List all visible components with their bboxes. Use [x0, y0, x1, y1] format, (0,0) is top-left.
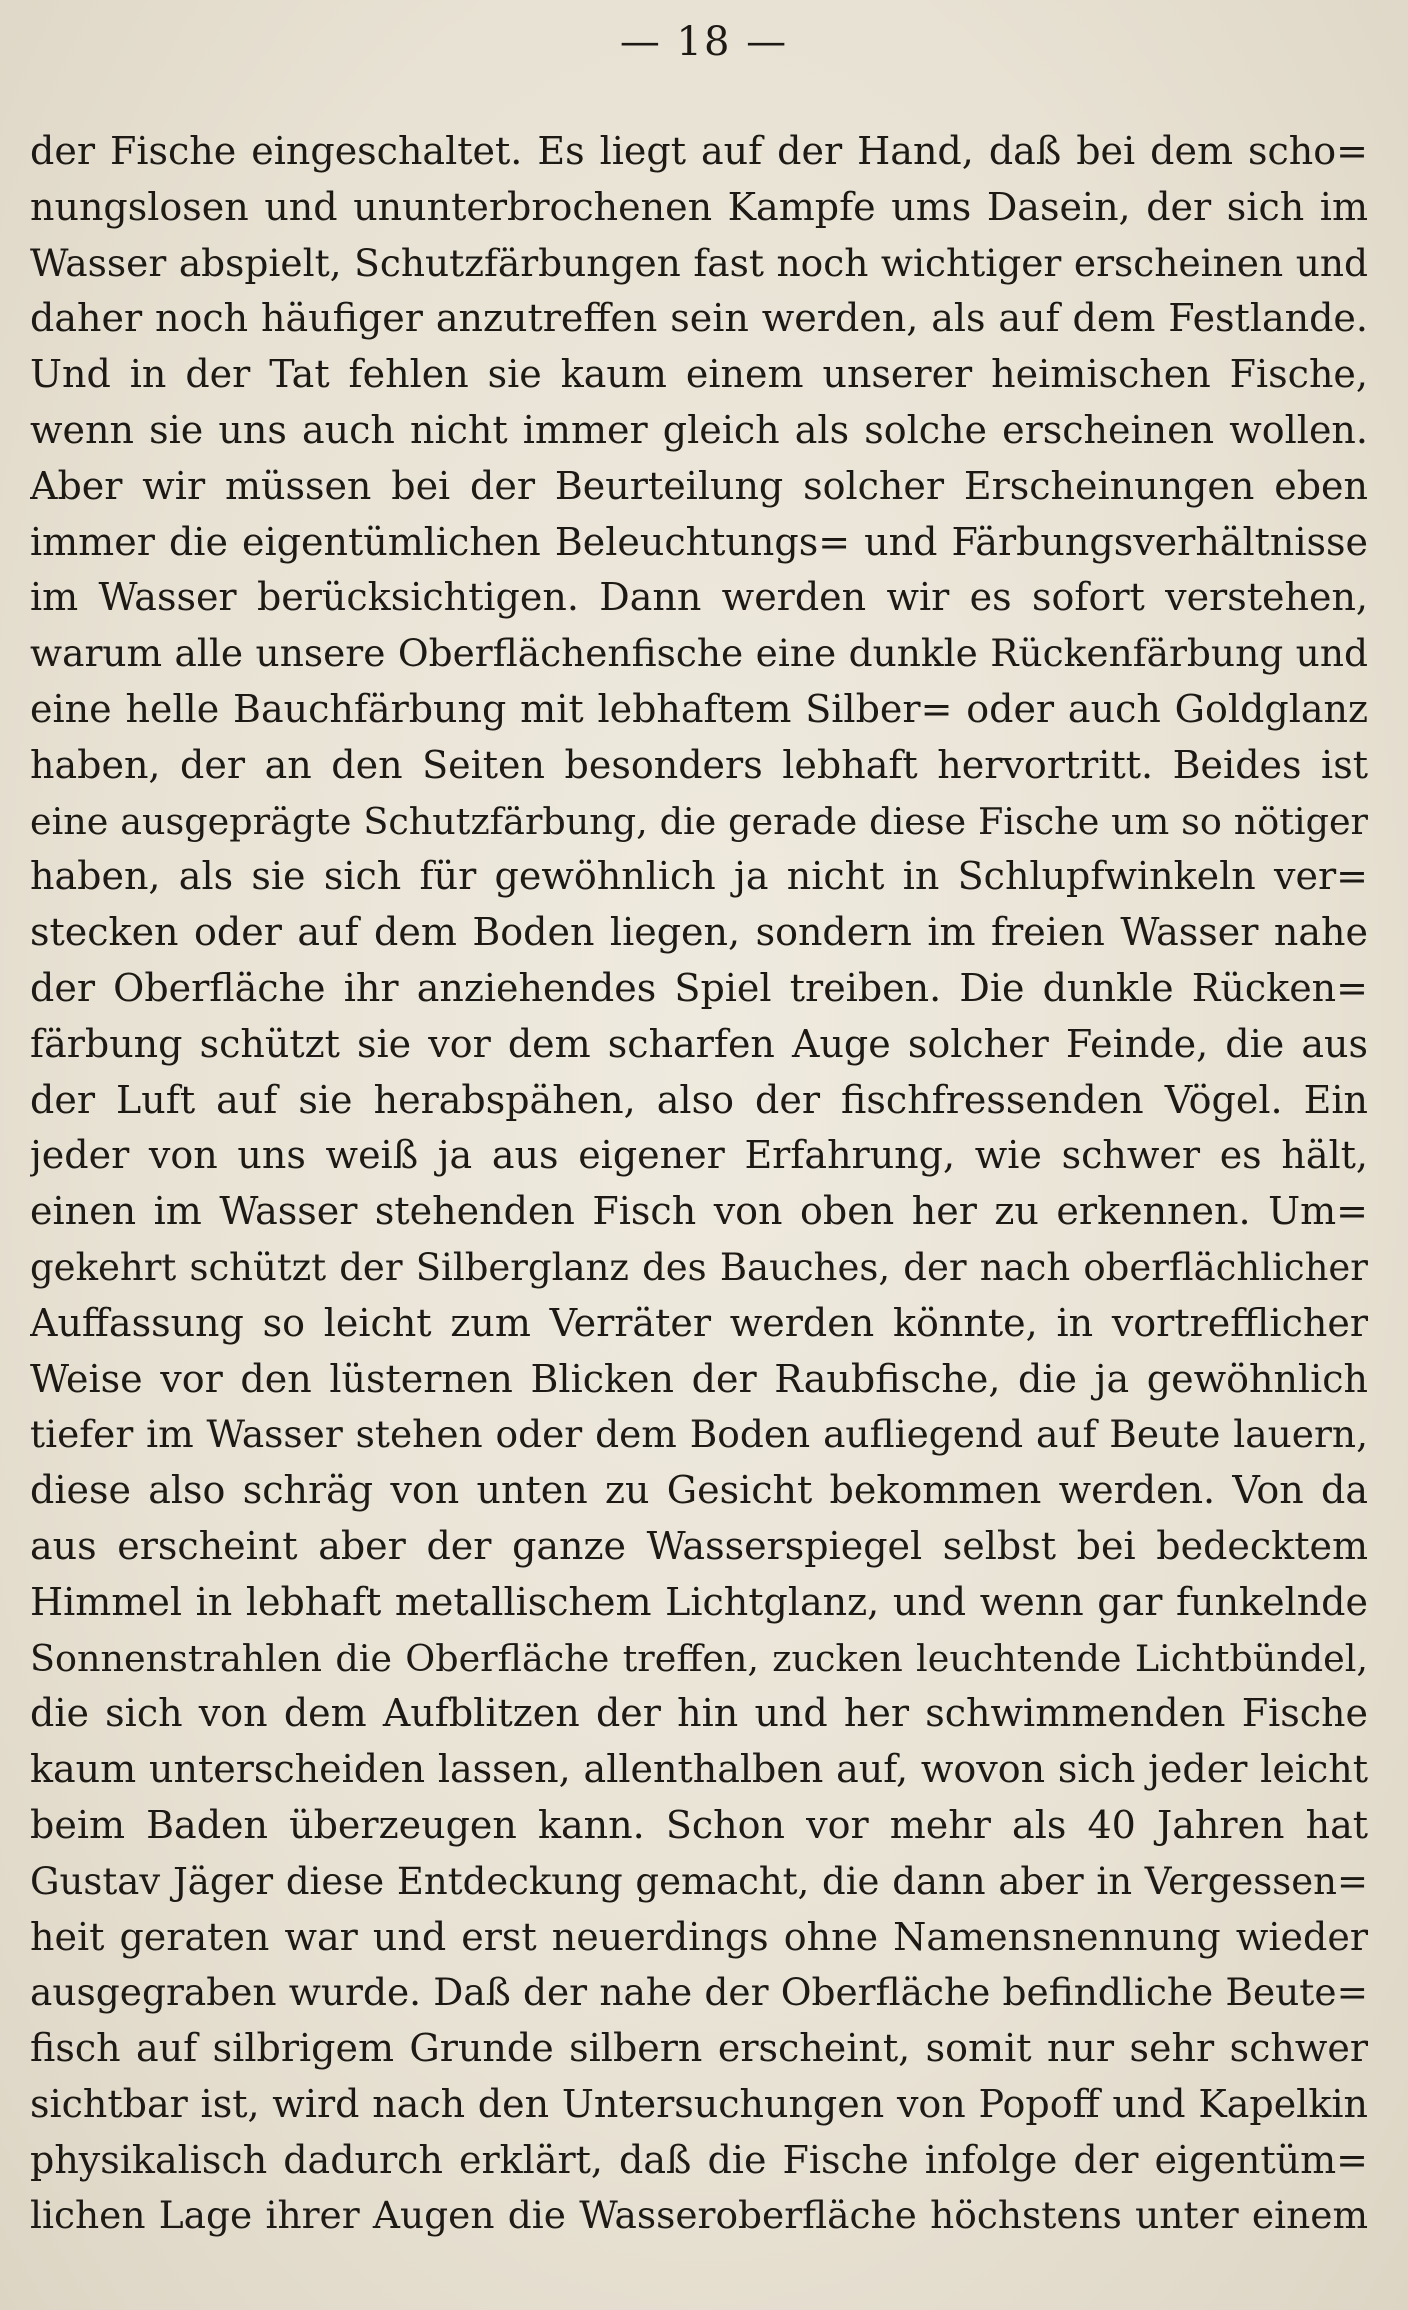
text-line-2: nungslosen und ununterbrochenen Kampfe ums Dasein, der sich im: [30, 184, 1368, 229]
text-line-3: Wasser abspielt, Schutzfärbungen fast noch wichtiger erscheinen und: [30, 240, 1368, 285]
body-text: [30, 124, 1368, 2244]
text-line-4: daher noch häufiger anzutreffen sein werden, als auf dem Festlande.: [30, 296, 1368, 341]
text-line-25: diese also schräg von unten zu Gesicht bekommen werden. Von da: [30, 1468, 1368, 1513]
text-line-14: haben, als sie sich für gewöhnlich ja nicht in Schlupfwinkeln ver=: [30, 854, 1368, 899]
text-line-34: ausgegraben wurde. Daß der nahe der Oberfläche befindliche Beute=: [30, 1970, 1368, 2015]
text-line-18: der Luft auf sie herabspähen, also der fischfressenden Vögel. Ein: [30, 1077, 1368, 1122]
text-line-21: gekehrt schützt der Silberglanz des Bauches, der nach oberflächlicher: [30, 1245, 1368, 1289]
text-line-20: einen im Wasser stehenden Fisch von oben her zu erkennen. Um=: [30, 1189, 1368, 1234]
text-line-31: beim Baden überzeugen kann. Schon vor mehr als 40 Jahren hat: [30, 1802, 1368, 1847]
text-line-33: heit geraten war und erst neuerdings ohne Namensnennung wieder: [30, 1914, 1368, 1959]
text-line-22: Auffassung so leicht zum Verräter werden könnte, in vortrefflicher: [30, 1300, 1368, 1345]
text-line-12: haben, der an den Seiten besonders lebhaft hervortritt. Beides ist: [30, 742, 1368, 787]
text-line-24: tiefer im Wasser stehen oder dem Boden aufliegend auf Beute lauern,: [30, 1412, 1368, 1457]
text-line-36: sichtbar ist, wird nach den Untersuchungen von Popoff und Kapelkin: [30, 2081, 1368, 2126]
text-line-7: Aber wir müssen bei der Beurteilung solcher Erscheinungen eben: [30, 463, 1368, 508]
text-line-29: die sich von dem Aufblitzen der hin und her schwimmenden Fische: [30, 1691, 1368, 1736]
text-line-37: physikalisch dadurch erklärt, daß die Fische infolge der eigentüm=: [30, 2137, 1368, 2182]
text-line-11: eine helle Bauchfärbung mit lebhaftem Silber= oder auch Goldglanz: [30, 686, 1368, 731]
text-line-15: stecken oder auf dem Boden liegen, sondern im freien Wasser nahe: [30, 910, 1368, 955]
text-line-28: Sonnenstrahlen die Oberfläche treffen, zucken leuchtende Lichtbündel,: [30, 1636, 1368, 1680]
text-line-27: Himmel in lebhaft metallischem Lichtglanz, und wenn gar funkelnde: [30, 1579, 1368, 1624]
text-line-35: fisch auf silbrigem Grunde silbern erscheint, somit nur sehr schwer: [30, 2026, 1368, 2071]
page-number: — 18 —: [619, 19, 789, 65]
text-line-8: immer die eigentümlichen Beleuchtungs= und Färbungsverhältnisse: [30, 519, 1368, 564]
text-line-6: wenn sie uns auch nicht immer gleich als solche erscheinen wollen.: [30, 407, 1368, 452]
text-line-1: der Fische eingeschaltet. Es liegt auf der Hand, daß bei dem scho=: [30, 129, 1368, 173]
text-line-9: im Wasser berücksichtigen. Dann werden wir es sofort verstehen,: [30, 575, 1368, 620]
text-line-19: jeder von uns weiß ja aus eigener Erfahrung, wie schwer es hält,: [30, 1133, 1368, 1178]
text-line-23: Weise vor den lüsternen Blicken der Raubfische, die ja gewöhnlich: [30, 1356, 1368, 1401]
text-line-32: Gustav Jäger diese Entdeckung gemacht, die dann aber in Vergessen=: [30, 1859, 1368, 1903]
text-line-13: eine ausgeprägte Schutzfärbung, die gerade diese Fische um so nötiger: [30, 799, 1368, 843]
text-line-38: lichen Lage ihrer Augen die Wasseroberfläche höchstens unter einem: [30, 2193, 1368, 2238]
text-line-17: färbung schützt sie vor dem scharfen Auge solcher Feinde, die aus: [30, 1021, 1368, 1066]
text-line-16: der Oberfläche ihr anziehendes Spiel treiben. Die dunkle Rücken=: [30, 965, 1368, 1010]
text-line-26: aus erscheint aber der ganze Wasserspiegel selbst bei bedecktem: [30, 1523, 1368, 1568]
text-line-10: warum alle unsere Oberflächenfische eine dunkle Rückenfärbung und: [30, 631, 1368, 676]
text-line-30: kaum unterscheiden lassen, allenthalben auf, wovon sich jeder leicht: [30, 1747, 1368, 1792]
text-line-5: Und in der Tat fehlen sie kaum einem unserer heimischen Fische,: [30, 352, 1368, 397]
